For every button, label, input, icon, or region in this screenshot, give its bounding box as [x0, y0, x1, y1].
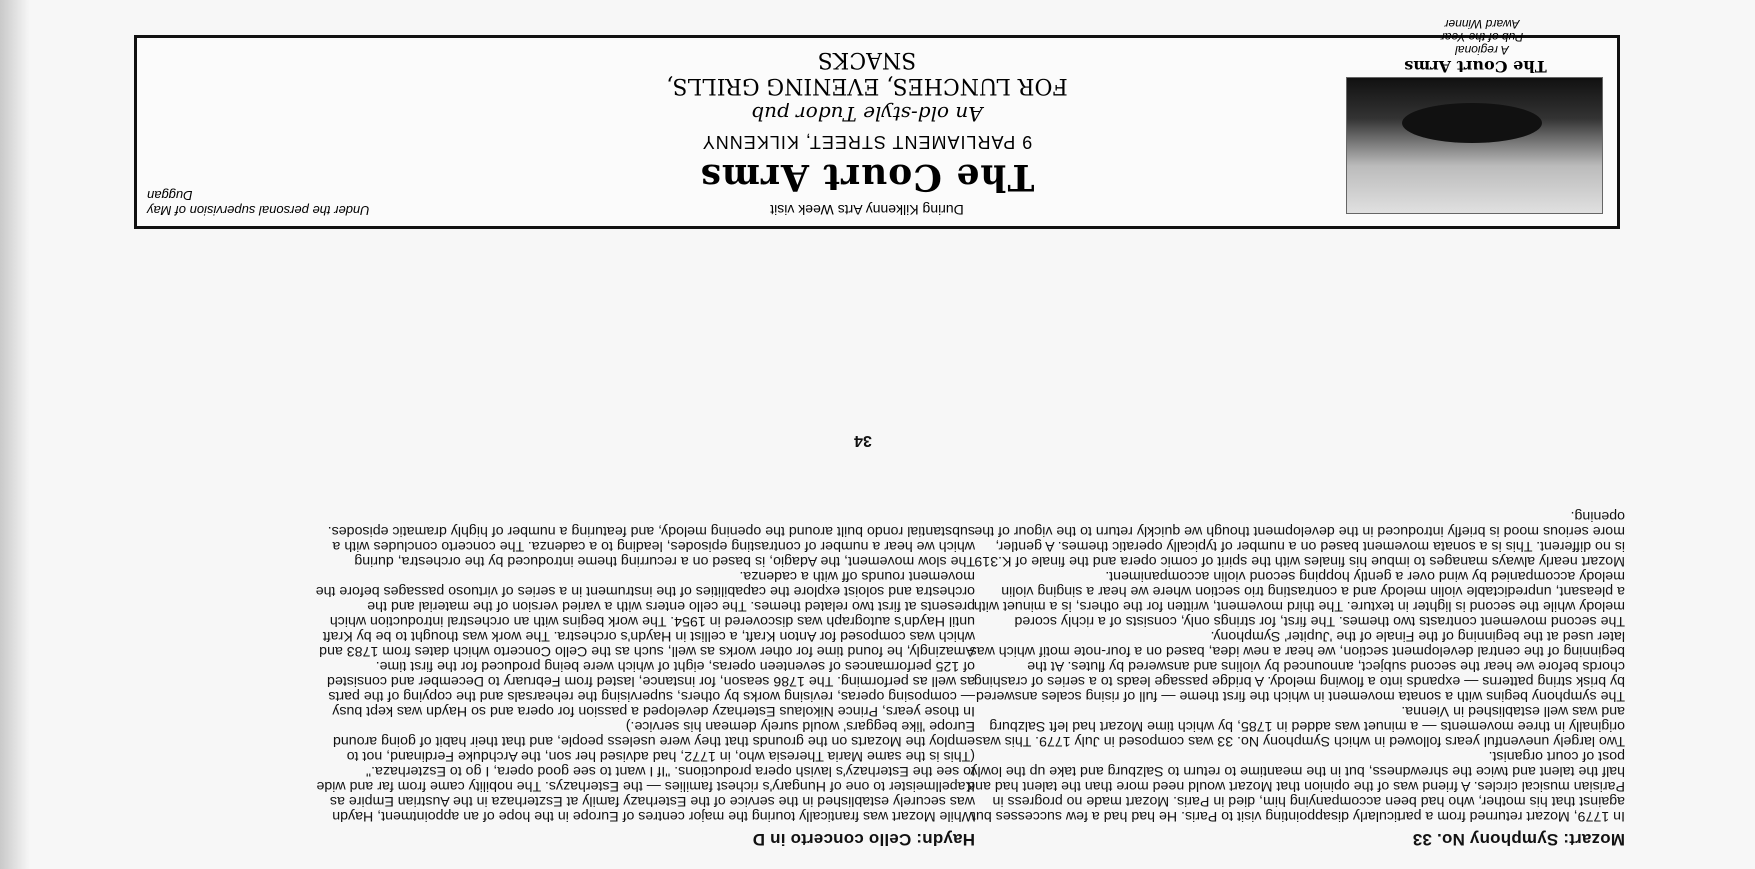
- haydn-paragraph: Amazingly, he found time for other works as well, such as the Cello Concerto which dates from 1783 and which was composed for Anton Kraft, a cellist in Haydn's orchestra. The work was thought to be by Kraft until Haydn's autograph was discovered in 1954. The work begins with an orchestral introduction which presents at first two related themes. The cello enters with a varied version of the material and the orchestra and soloist explore the capabilities of the instrument in a series of virtuoso passages before the movement rounds off with a cadenza.: [315, 568, 975, 659]
- haydn-heading: Haydn: Cello concerto in D: [752, 830, 975, 849]
- page-number: 34: [854, 432, 872, 449]
- pub-advertisement: [134, 17, 1620, 229]
- pub-address: 9 PARLIAMENT STREET, KILKENNY: [701, 132, 1033, 152]
- pub-photo: [1346, 77, 1603, 214]
- mozart-paragraph: In 1779, Mozart returned from a particularly disappointing visit to Paris. He had had a few successes but against that his mother, who had been accompanying him, died in Paris. Mozart made no progress in Parisian musical circles. A friend was of the opinion that Mozart would need more than the talent had and half the talent and twice the shrewdness, but in the meantime to return to Salzburg and take up the lowly post of court organist.: [967, 748, 1625, 824]
- mozart-paragraph: Two largely uneventful years followed in which Symphony No. 33 was composed in July 1779. This was originally in three movements — a minuet was added in 1785, by which time Mozart had left Salzburg and was well established in Vienna.: [975, 703, 1625, 749]
- pub-name: The Court Arms: [699, 156, 1035, 198]
- haydn-column: [315, 523, 975, 849]
- haydn-paragraph: The slow movement, the Adagio, is based on a recurring theme introduced by the orchestra, during which we hear a number of contrasting episodes, leading to a cadenza. The concerto concludes with a substantial rondo built around the opening melody, and featuring a number of highly dramatic episodes.: [327, 523, 975, 569]
- haydn-paragraph: (This is the same Maria Theresia who, in 1772, had advised her son, the Archduke Ferdinand, not to employ the Mozarts on the grounds that they were useless people, and that their habit of going around Europe 'like beggars' would surely demean his service.): [333, 718, 975, 764]
- award-text: A regional Pub of the Year Award Winner: [1440, 17, 1524, 57]
- haydn-paragraph: While Mozart was frantically touring the major centres of Europe in the hope of an appointment, Haydn was securely established in the service of the Esterhazy family at Eszterhaza in the Austrian Empire as Kapellmeister to one of Hungary's richest families — the Esterhazys. The nobility came from far and wide to see the Esterhazy's lavish opera productions. "If I want to see good opera, I go to Eszterhaza.": [316, 763, 975, 824]
- mozart-column: [965, 508, 1625, 849]
- mozart-paragraph: Mozart nearly always manages to imbue his finales with the spirit of comic opera and the finale of K.319 is no different. This is a sonata movement based on a number of typically operatic themes. A gentler, more serious mood is briefly introduced in the development though we quickly return to the vigour of the opening.: [974, 508, 1625, 569]
- mozart-paragraph: The second movement contrasts two themes. The first, for strings only, consists of a richly scored melody while the second is lighter in texture. The third movement, written for the others, is a minuet with a pleasant, unpredictable violin melody and a contrasting trio section where we hear a singing violin melody accompanied by wind over a gently hopping second violin accompaniment.: [973, 568, 1625, 629]
- page-binding-shadow: [0, 0, 30, 869]
- mozart-heading: Mozart: Symphony No. 33: [1412, 830, 1625, 849]
- services-line-2: SNACKS: [817, 47, 917, 72]
- supervision-line: Under the personal supervision of May Duggan: [147, 188, 370, 218]
- services-line-1: FOR LUNCHES, EVENING GRILLS,: [666, 73, 1068, 98]
- mozart-paragraph: The symphony begins with a sonata movement in which the first theme — full of rising scales answered by brisk string patterns — expands into a flowing melody. A bridge passage leads to a series of crashing chords before we hear the second subject, announced by violins and answered by flutes. At the beginning of the central development section, we hear a new idea, based on a four-note motif which was later used at the beginning of the Finale of the 'Jupiter' Symphony.: [969, 628, 1625, 704]
- pub-tagline: An old-style Tudor pub: [751, 102, 983, 126]
- pub-logo: The Court Arms: [1404, 57, 1547, 76]
- haydn-paragraph: In those years, Prince Nikolaus Esterhazy developed a passion for opera and so Haydn was kept busy — composing operas, revising works by others, supervising the rehearsals and the copying of the parts as well as performing. The 1786 season, for instance, lasted from February to December and consisted of 125 performances of seventeen operas, eight of which were being produced for the first time.: [327, 658, 975, 719]
- visit-line: During Kilkenny Arts Week visit: [770, 202, 964, 218]
